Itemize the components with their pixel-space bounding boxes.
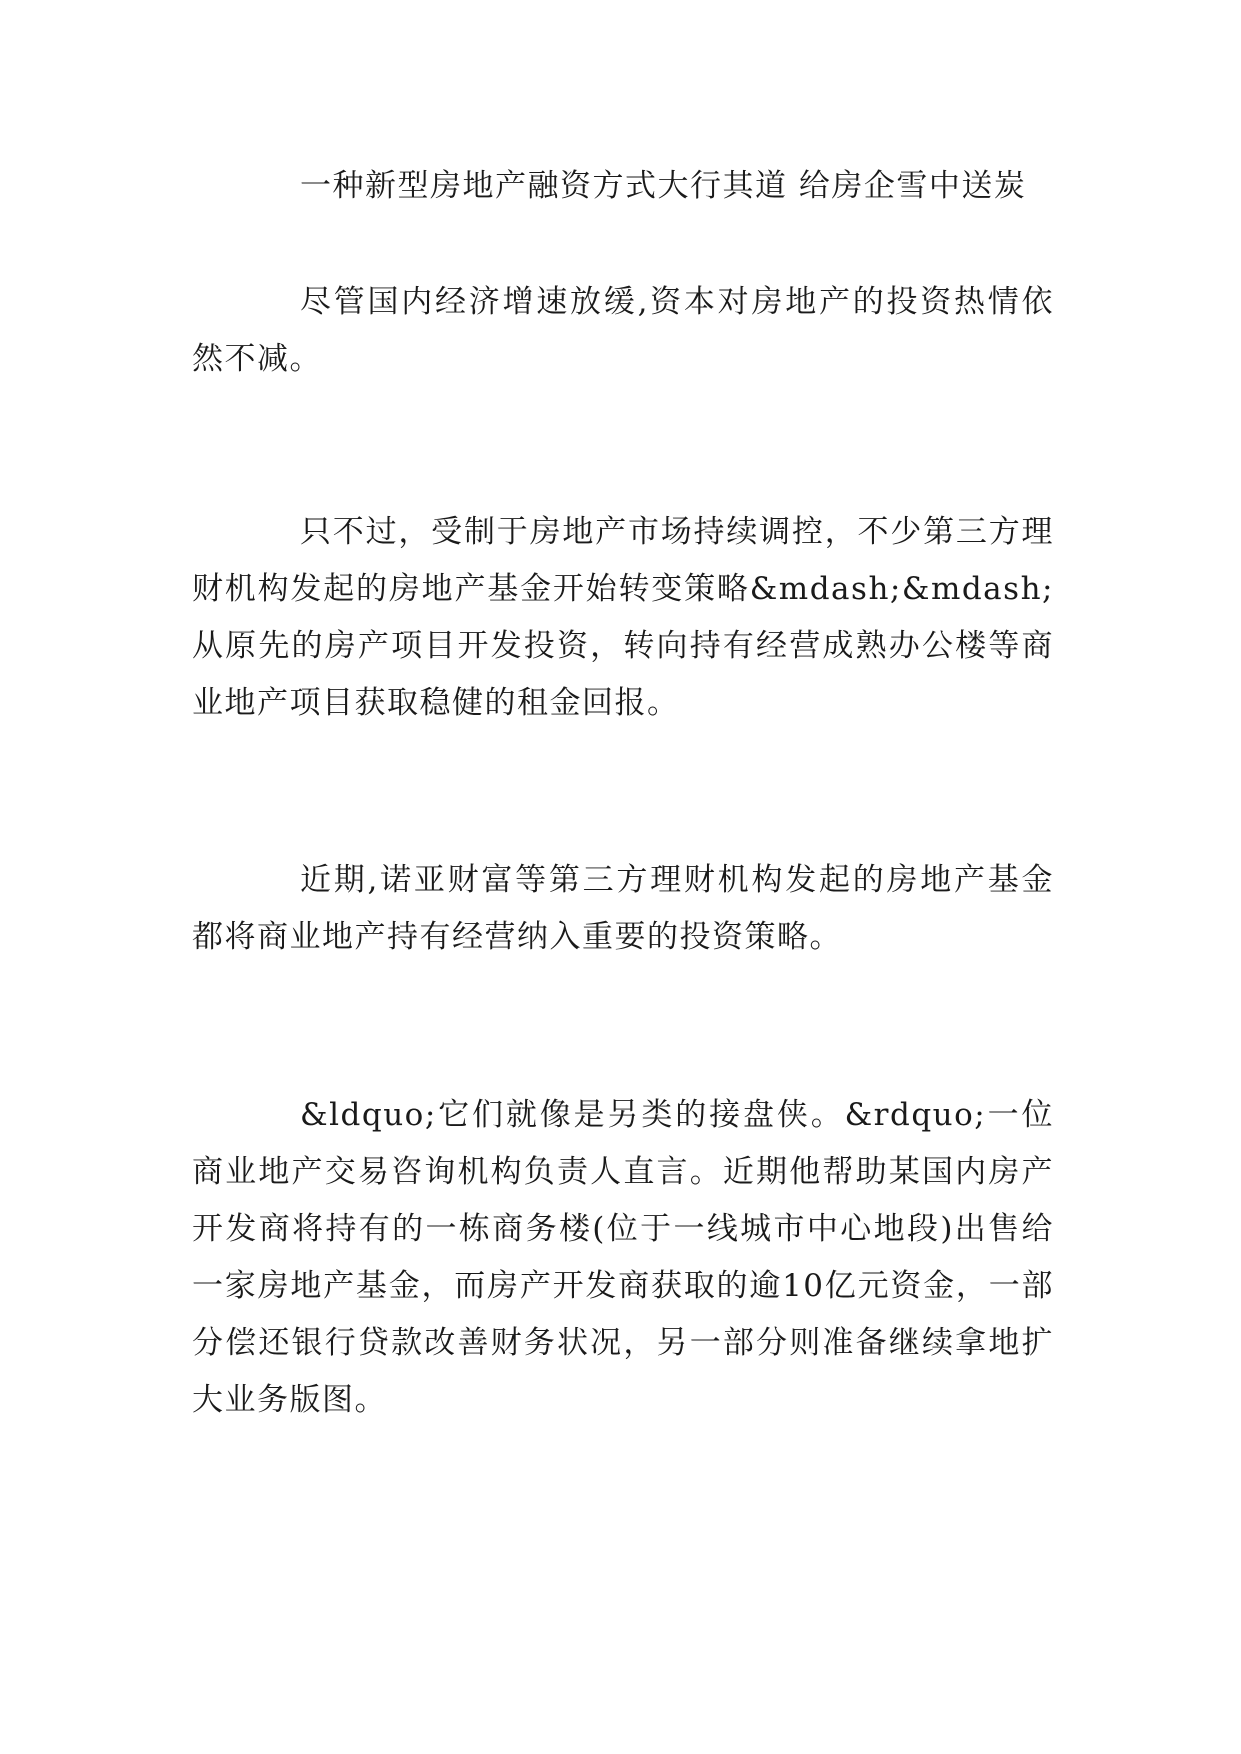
paragraph-4: &ldquo;它们就像是另类的接盘侠。&rdquo;一位商业地产交易咨询机构负责人直言。近期他帮助某国内房产开发商将持有的一栋商务楼(位于一线城市中心地段)出售给一家房地产基金，而房产开发商获取的逾10亿元资金，一部分偿还银行贷款改善财务状况，另一部分则准备继续拿地扩大业务版图。 [192,1097,1054,1418]
document-title: 一种新型房地产融资方式大行其道 给房企雪中送炭 [300,168,1027,204]
paragraph-2: 只不过，受制于房地产市场持续调控，不少第三方理财机构发起的房地产基金开始转变策略&mdash;&mdash;从原先的房产项目开发投资，转向持有经营成熟办公楼等商业地产项目获取稳健的租金回报。 [192,514,1054,721]
paragraph-3: 近期,诺亚财富等第三方理财机构发起的房地产基金都将商业地产持有经营纳入重要的投资策略。 [192,862,1054,955]
paragraph-1: 尽管国内经济增速放缓,资本对房地产的投资热情依然不减。 [192,284,1054,377]
